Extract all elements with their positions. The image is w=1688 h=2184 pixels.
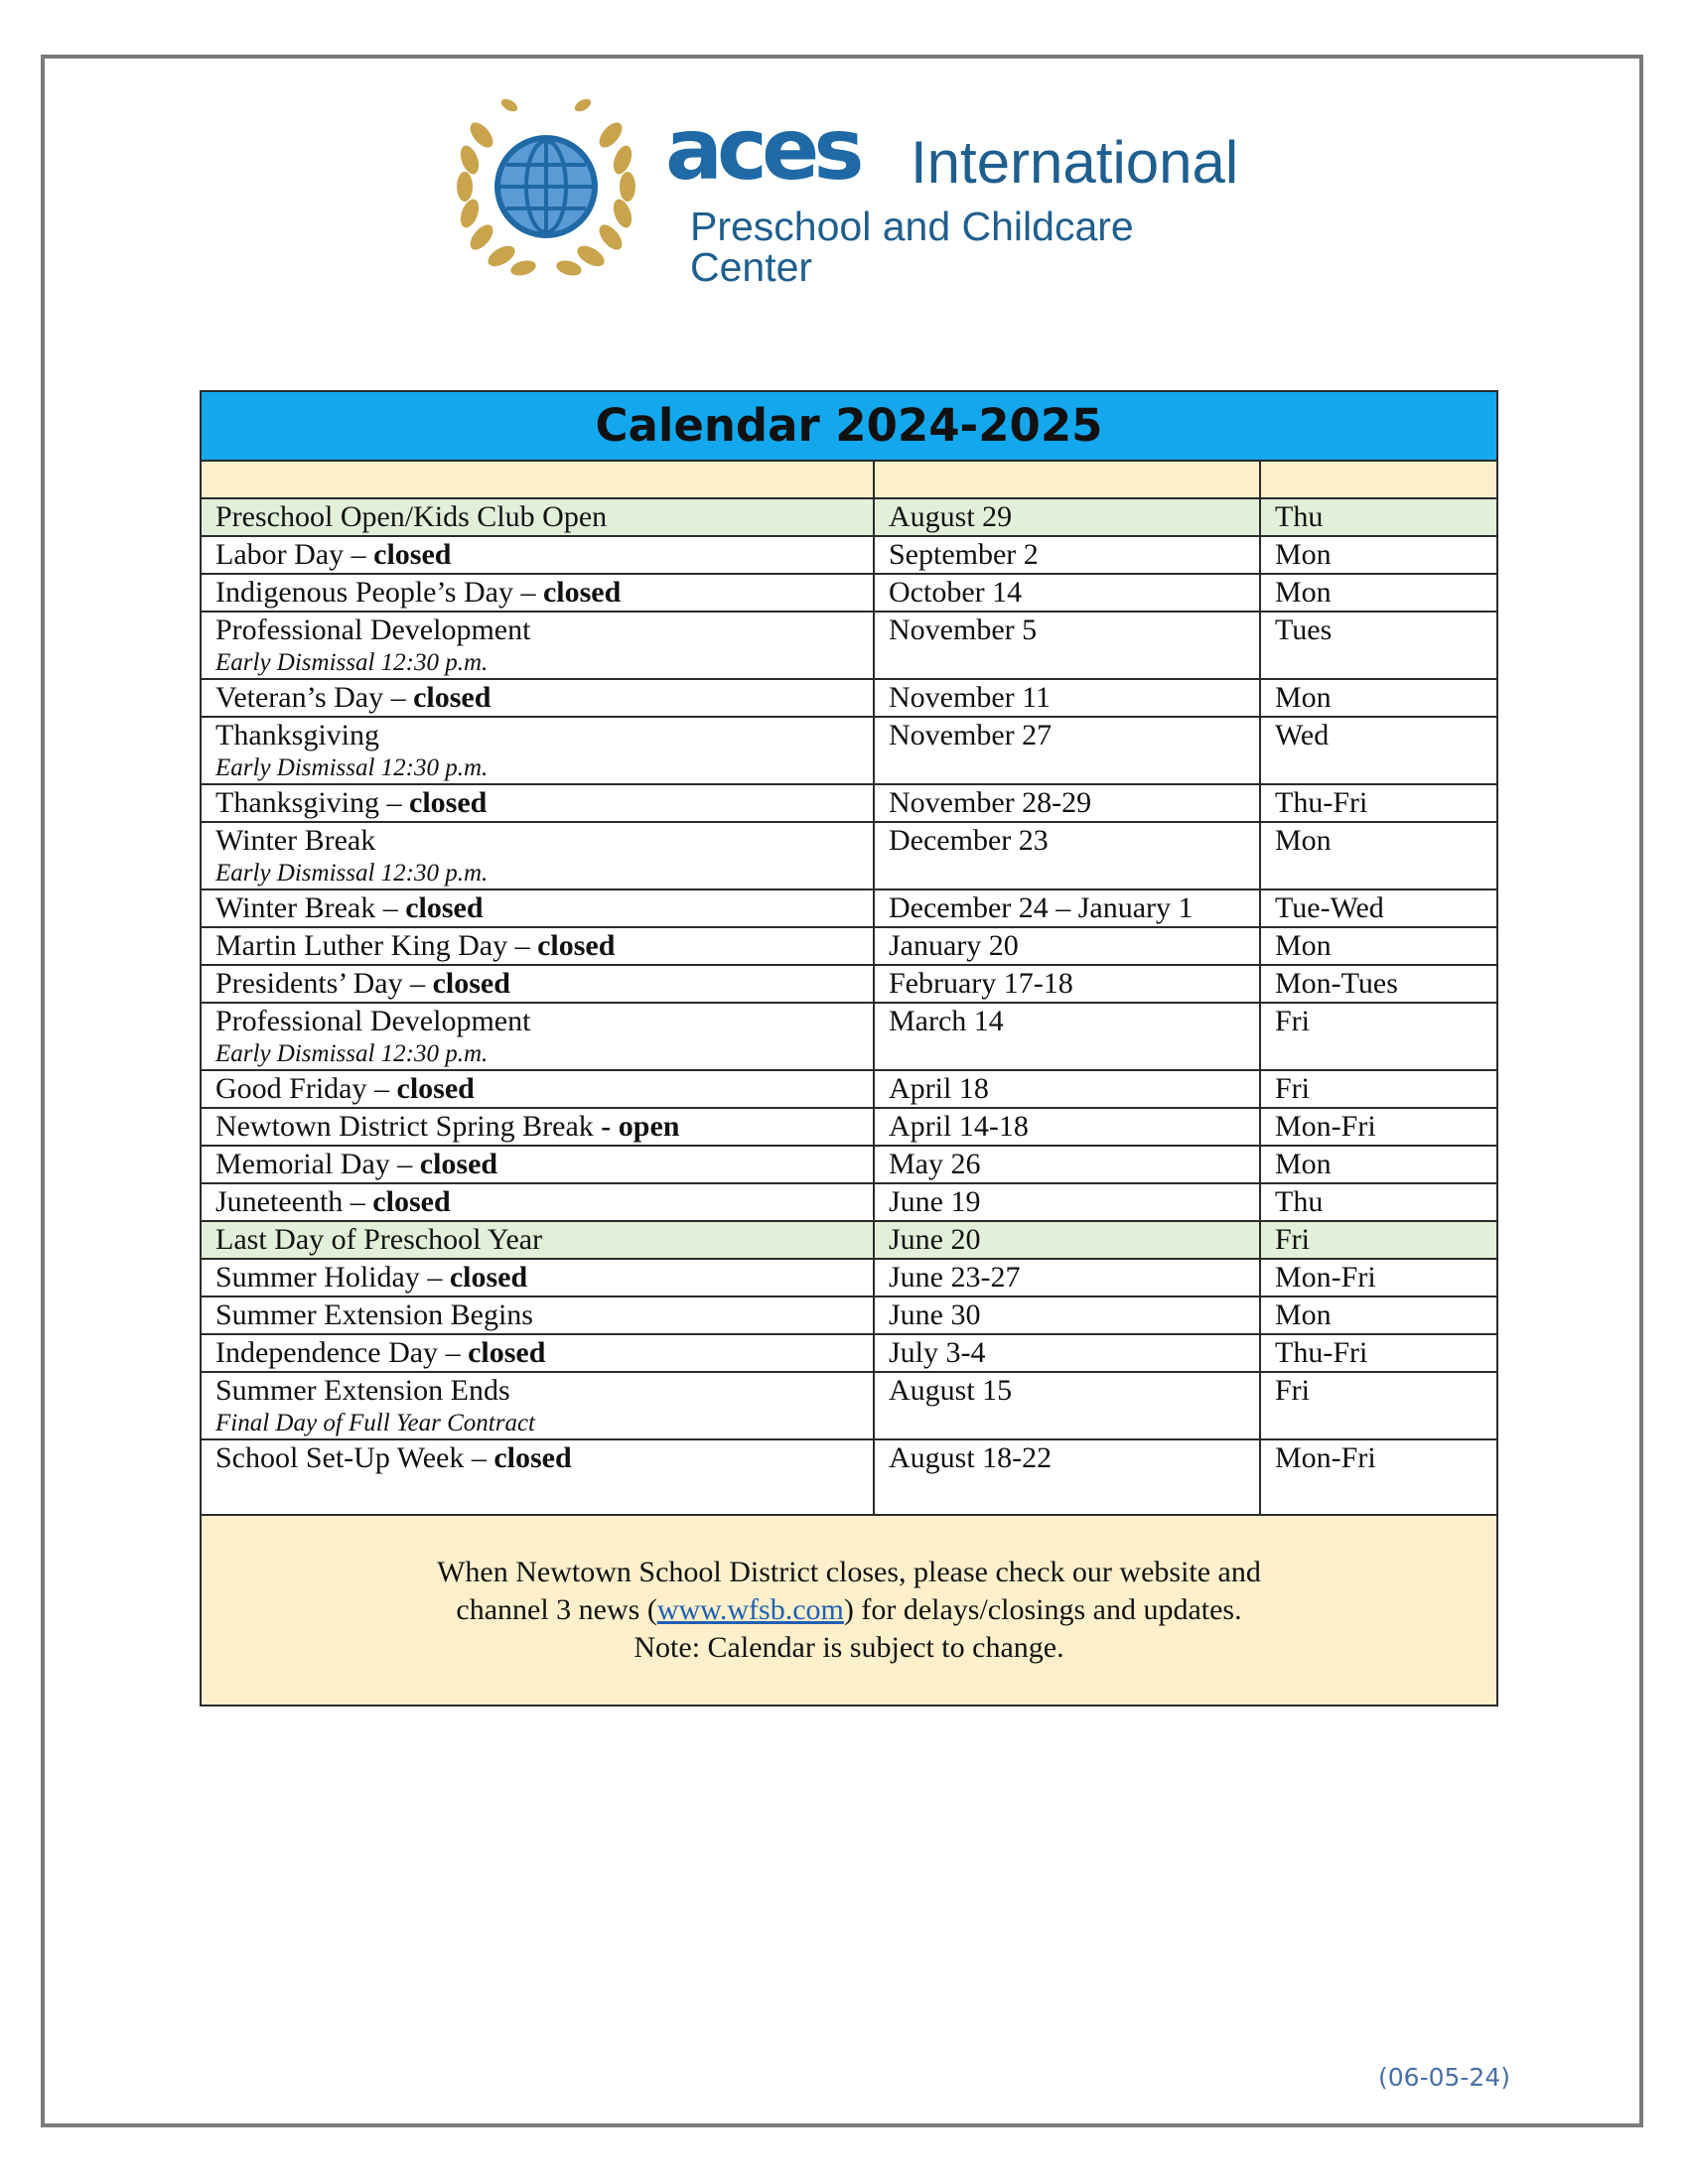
date-cell: October 14 [874,574,1260,612]
event-status: closed [413,681,492,714]
event-name: Martin Luther King Day [215,929,508,962]
date-cell: June 20 [874,1221,1260,1259]
day-cell: Tue-Wed [1260,889,1497,927]
event-status: closed [493,1441,572,1474]
event-note: Early Dismissal 12:30 p.m. [215,1040,489,1067]
day-cell: Thu [1260,1183,1497,1221]
event-separator: – [389,1148,420,1180]
event-cell [201,1183,874,1221]
event-cell [201,965,874,1003]
event-separator: – [383,681,414,714]
version-stamp: (06-05-24) [1378,2063,1510,2092]
event-separator: – [375,891,406,924]
event-cell [201,822,874,889]
event-cell [201,1372,874,1439]
day-cell: Mon-Tues [1260,965,1497,1003]
calendar-row [201,498,1497,536]
event-name: Winter Break [215,824,376,857]
day-cell: Mon-Fri [1260,1259,1497,1297]
date-cell: November 28-29 [874,784,1260,822]
event-separator: – [366,1072,397,1105]
date-cell: March 14 [874,1003,1260,1070]
event-status: open [618,1110,680,1143]
day-cell: Fri [1260,1221,1497,1259]
event-name: Labor Day [215,538,345,571]
event-name: Good Friday [215,1072,367,1105]
calendar-row [201,965,1497,1003]
calendar-title: Calendar 2024-2025 [201,391,1497,461]
event-status: closed [468,1336,546,1369]
event-status: closed [542,576,622,609]
date-cell: February 17-18 [874,965,1260,1003]
calendar-row [201,1183,1497,1221]
calendar-row [201,927,1497,965]
date-cell: December 23 [874,822,1260,889]
day-cell: Mon [1260,679,1497,717]
footer-note [201,1515,1497,1706]
calendar-row [201,679,1497,717]
event-name: Preschool Open/Kids Club Open [215,500,608,533]
title-row [201,391,1497,461]
event-status: closed [537,929,616,962]
calendar-row [201,717,1497,784]
event-separator: – [512,576,543,609]
calendar-row [201,784,1497,822]
event-separator: - [593,1110,619,1143]
event-note: Early Dismissal 12:30 p.m. [215,754,489,781]
calendar-row [201,1003,1497,1070]
calendar-row [201,1146,1497,1183]
date-cell: June 23-27 [874,1259,1260,1297]
date-cell: May 26 [874,1146,1260,1183]
event-cell [201,679,874,717]
date-cell: August 15 [874,1372,1260,1439]
brand-subtitle: Preschool and Childcare Center [690,204,1134,290]
day-cell: Mon [1260,822,1497,889]
calendar-row [201,1334,1497,1372]
event-name: Professional Development [215,1005,531,1037]
footer-line-2-suffix: ) for delays/closings and updates. [843,1593,1242,1626]
event-name: School Set-Up Week [215,1441,465,1474]
event-cell [201,1070,874,1108]
logo [452,95,1246,290]
event-cell [201,1146,874,1183]
event-cell [201,1108,874,1146]
event-cell [201,1334,874,1372]
calendar-row [201,1372,1497,1439]
event-separator: – [343,1185,373,1218]
brand-name: aces [665,100,859,200]
date-cell: April 18 [874,1070,1260,1108]
footer-line-3: Note: Calendar is subject to change. [633,1631,1064,1664]
event-separator: – [507,929,538,962]
day-cell: Mon [1260,1146,1497,1183]
event-cell [201,1221,874,1259]
event-note: Final Day of Full Year Contract [215,1410,535,1436]
event-name: Indigenous People’s Day [215,576,513,609]
day-cell: Fri [1260,1372,1497,1439]
event-cell [201,1439,874,1515]
date-cell: August 18-22 [874,1439,1260,1515]
day-cell: Fri [1260,1070,1497,1108]
day-cell: Thu-Fri [1260,1334,1497,1372]
date-cell: September 2 [874,536,1260,574]
date-cell: April 14-18 [874,1108,1260,1146]
day-cell: Mon-Fri [1260,1439,1497,1515]
event-name: Veteran’s Day [215,681,384,714]
calendar-row [201,1070,1497,1108]
event-name: Professional Development [215,614,531,646]
date-cell: November 27 [874,717,1260,784]
event-name: Thanksgiving [215,719,379,751]
event-name: Presidents’ Day [215,967,403,1000]
event-cell [201,927,874,965]
day-cell: Mon-Fri [1260,1108,1497,1146]
day-cell: Mon [1260,536,1497,574]
event-cell [201,1259,874,1297]
event-status: closed [409,786,488,819]
footer-line-2 [215,1591,1482,1629]
day-cell: Thu [1260,498,1497,536]
event-cell [201,889,874,927]
event-name: Summer Extension Begins [215,1298,533,1331]
day-cell: Mon [1260,574,1497,612]
event-status: closed [432,967,510,1000]
event-name: Last Day of Preschool Year [215,1223,543,1256]
event-separator: – [402,967,433,1000]
event-status: closed [372,1185,451,1218]
event-cell [201,1297,874,1334]
event-name: Summer Extension Ends [215,1374,510,1407]
day-cell: Thu-Fri [1260,784,1497,822]
day-cell: Fri [1260,1003,1497,1070]
event-name: Summer Holiday [215,1261,420,1294]
event-status: closed [449,1261,528,1294]
date-cell: January 20 [874,927,1260,965]
calendar-row [201,536,1497,574]
calendar-row [201,574,1497,612]
event-cell [201,784,874,822]
date-cell: July 3-4 [874,1334,1260,1372]
event-status: closed [405,891,484,924]
event-status: closed [419,1148,498,1180]
footer-line-1: When Newtown School District closes, please check our website and [437,1556,1261,1588]
day-cell: Mon [1260,1297,1497,1334]
event-name: Winter Break [215,891,376,924]
day-cell: Mon [1260,927,1497,965]
calendar-row [201,612,1497,679]
event-cell [201,717,874,784]
calendar-row [201,822,1497,889]
event-separator: – [379,786,409,819]
footer-line-2-prefix: channel 3 news ( [456,1593,657,1626]
event-note: Early Dismissal 12:30 p.m. [215,649,489,676]
calendar-row [201,1439,1497,1515]
calendar-row [201,1221,1497,1259]
event-separator: – [464,1441,494,1474]
event-status: closed [396,1072,475,1105]
event-name: Juneteenth [215,1185,344,1218]
day-cell: Tues [1260,612,1497,679]
calendar-row [201,1108,1497,1146]
event-note: Early Dismissal 12:30 p.m. [215,860,489,887]
event-separator: – [419,1261,450,1294]
event-name: Thanksgiving [215,786,379,819]
calendar-row [201,1259,1497,1297]
date-cell: November 5 [874,612,1260,679]
event-name: Memorial Day [215,1148,390,1180]
event-cell [201,536,874,574]
header-spacer-row [201,461,1497,498]
event-cell [201,498,874,536]
event-status: closed [373,538,452,571]
globe-laurel-icon [452,95,640,284]
brand-suffix: International [911,129,1239,196]
event-cell [201,574,874,612]
event-cell [201,612,874,679]
event-cell [201,1003,874,1070]
calendar-row [201,889,1497,927]
event-name: Independence Day [215,1336,439,1369]
date-cell: August 29 [874,498,1260,536]
day-cell: Wed [1260,717,1497,784]
event-separator: – [344,538,374,571]
date-cell: June 30 [874,1297,1260,1334]
date-cell: November 11 [874,679,1260,717]
calendar-row [201,1297,1497,1334]
wfsb-link[interactable]: www.wfsb.com [656,1593,844,1626]
date-cell: June 19 [874,1183,1260,1221]
footer-row [201,1515,1497,1706]
event-separator: – [438,1336,469,1369]
calendar-table [200,390,1498,1706]
event-name: Newtown District Spring Break [215,1110,594,1143]
date-cell: December 24 – January 1 [874,889,1260,927]
